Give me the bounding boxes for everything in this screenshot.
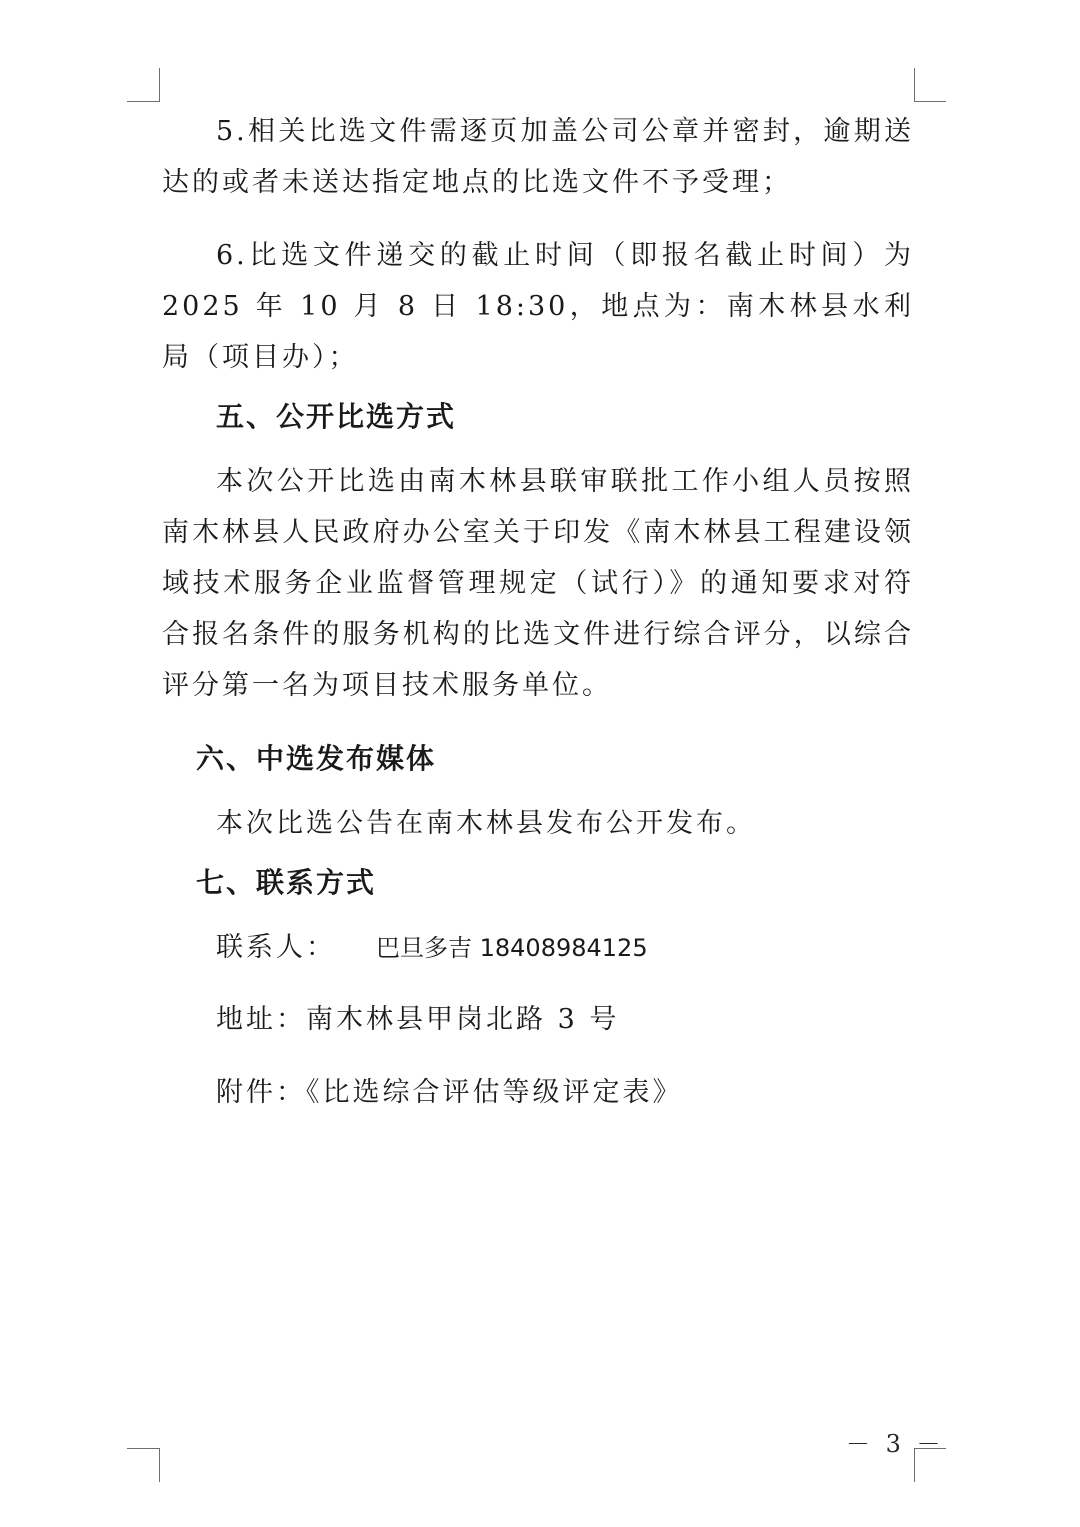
section-5-body: 本次公开比选由南木林县联审联批工作小组人员按照南木林县人民政府办公室关于印发《南木林县工程建设领域技术服务企业监督管理规定（试行）》的通知要求对符合报名条件的服务机构的比选文件进行综合评分，以综合评分第一名为项目技术服务单位。 xyxy=(162,466,914,701)
item-5-paragraph: 5.相关比选文件需逐页加盖公司公章并密封，逾期送达的或者未送达指定地点的比选文件不予受理； xyxy=(162,116,914,198)
contact-person-label: 联系人： xyxy=(216,932,336,963)
contact-person-line xyxy=(162,922,914,974)
address-line: 地址：南木林县甲岗北路 3 号 xyxy=(216,1004,620,1035)
crop-mark-bottom-left-vertical xyxy=(159,1448,160,1482)
section-6-body: 本次比选公告在南木林县发布公开发布。 xyxy=(216,808,756,839)
document-body xyxy=(162,106,914,1140)
crop-mark-top-left-horizontal xyxy=(127,101,160,102)
contact-person-value: 巴旦多吉 18408984125 xyxy=(376,934,648,962)
crop-mark-top-right-horizontal xyxy=(914,101,946,102)
crop-mark-top-left-vertical xyxy=(159,68,160,102)
crop-mark-bottom-left-horizontal xyxy=(127,1448,160,1449)
section-7-heading: 七、联系方式 xyxy=(196,866,377,899)
crop-mark-top-right-vertical xyxy=(914,68,915,102)
attachment-line: 附件：《比选综合评估等级评定表》 xyxy=(216,1077,683,1108)
page-number: － 3 － xyxy=(846,1430,945,1458)
section-5-heading: 五、公开比选方式 xyxy=(216,400,457,433)
item-6-paragraph: 6.比选文件递交的截止时间（即报名截止时间）为 2025 年 10 月 8 日 18:30，地点为：南木林县水利局（项目办）； xyxy=(162,240,914,373)
section-6-heading: 六、中选发布媒体 xyxy=(196,742,437,775)
